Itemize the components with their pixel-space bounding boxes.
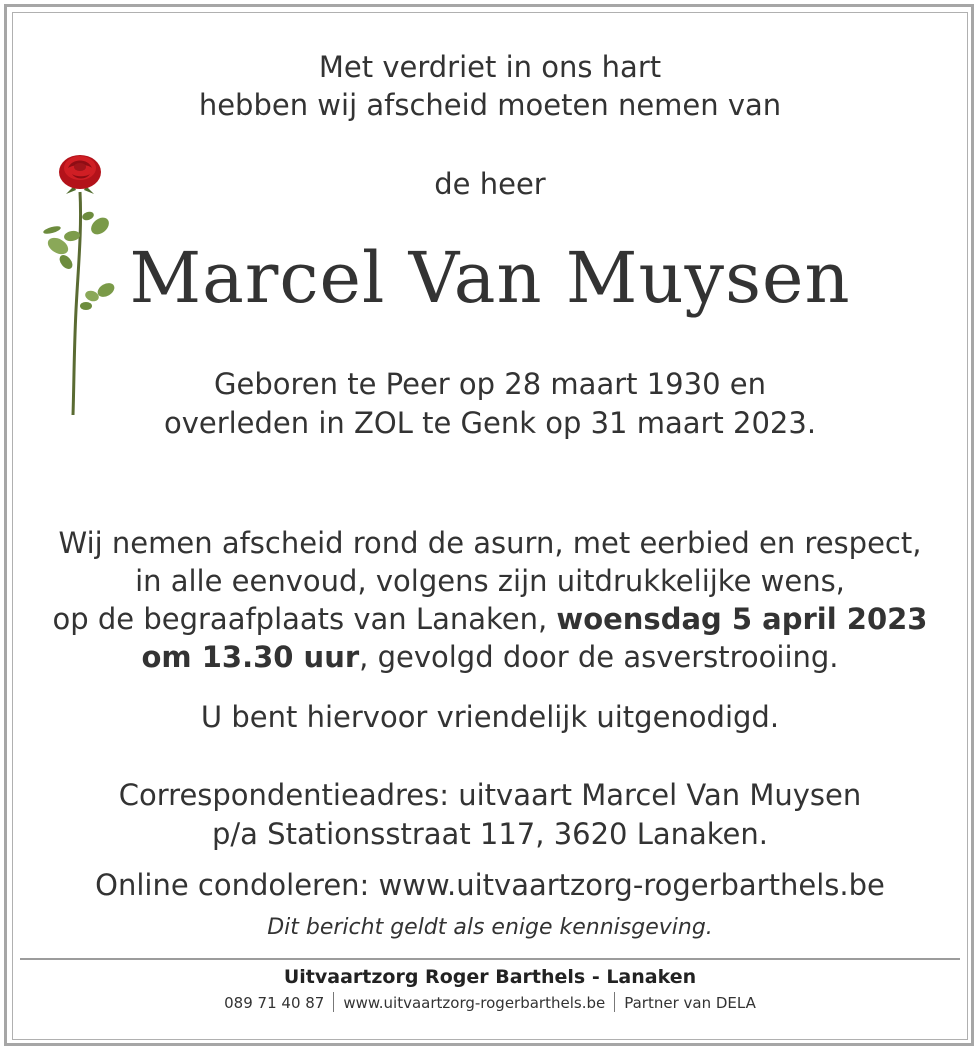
ceremony-location: op de begraafplaats van Lanaken, — [52, 602, 557, 636]
notice-text: Dit bericht geldt als enige kennisgeving. — [267, 915, 713, 940]
footer-divider — [20, 958, 960, 960]
footer-contact — [0, 992, 980, 1013]
intro-line-2: hebben wij afscheid moeten nemen van — [198, 88, 782, 122]
footer-separator — [333, 992, 334, 1012]
invitation-text: U bent hiervoor vriendelijk uitgenodigd. — [200, 700, 780, 734]
footer-separator — [614, 992, 615, 1012]
intro-line-1: Met verdriet in ons hart — [318, 50, 662, 84]
footer-partner: Partner van DELA — [624, 994, 756, 1012]
correspondence-line-2: p/a Stationsstraat 117, 3620 Lanaken. — [212, 817, 768, 851]
funeral-home-name: Uitvaartzorg Roger Barthels - Lanaken — [283, 966, 697, 988]
footer-phone: 089 71 40 87 — [224, 994, 325, 1012]
online-condolence: Online condoleren: www.uitvaartzorg-rogerbarthels.be — [95, 868, 885, 902]
ceremony-followup: , gevolgd door de asverstrooiing. — [359, 640, 839, 674]
ceremony-line-3 — [0, 601, 980, 637]
footer-website[interactable]: www.uitvaartzorg-rogerbarthels.be — [343, 994, 606, 1012]
title-prefix: de heer — [434, 167, 546, 201]
ceremony-line-2: in alle eenvoud, volgens zijn uitdrukkelijke wens, — [135, 564, 845, 598]
ceremony-date: woensdag 5 april 2023 — [556, 602, 928, 636]
ceremony-line-1: Wij nemen afscheid rond de asurn, met eerbied en respect, — [58, 526, 922, 560]
birth-line: Geboren te Peer op 28 maart 1930 en — [214, 367, 766, 401]
ceremony-time: om 13.30 uur — [141, 640, 360, 674]
ceremony-line-4 — [0, 639, 980, 675]
death-line: overleden in ZOL te Genk op 31 maart 2023. — [163, 406, 817, 440]
correspondence-line-1: Correspondentieadres: uitvaart Marcel Van Muysen — [118, 778, 862, 812]
deceased-name: Marcel Van Muysen — [129, 237, 851, 319]
